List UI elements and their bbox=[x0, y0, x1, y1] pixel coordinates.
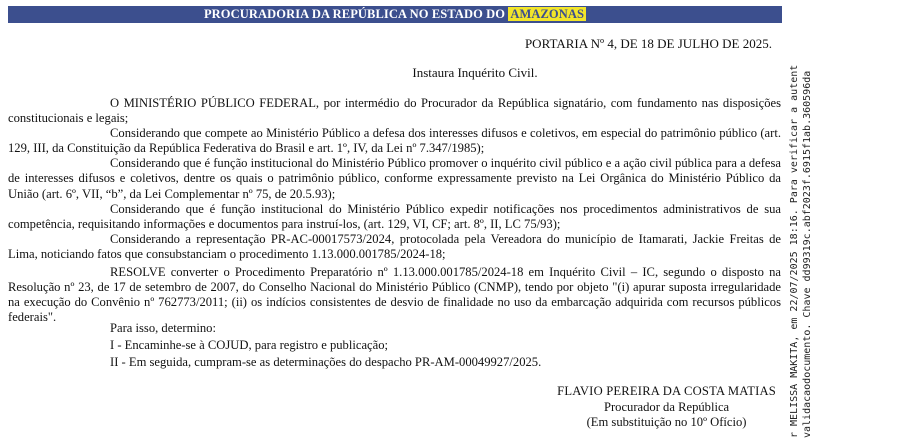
determinations-block bbox=[110, 320, 541, 371]
ementa: Instaura Inquérito Civil. bbox=[412, 65, 538, 80]
determination-item-2: II - Em seguida, cumpram-se as determinações do despacho PR-AM-00049927/2025. bbox=[110, 355, 542, 369]
document-body bbox=[8, 96, 781, 325]
paragraph-resolve: RESOLVE converter o Procedimento Preparatório nº 1.13.000.001785/2024-18 em Inquérito Civil – IC, segundo o disposto na Resolução nº 23, de 17 de setembro de 2007, do Conselho Nacional do Ministério Público (CNMP), tendo por objeto "(i) apurar suposta irregularidade na execução do Convênio nº 762773/2011; (ii) os indícios consistentes de desvio de finalidade no uso da embarcação adquirida com recursos públicos federais". bbox=[8, 265, 781, 325]
paragraph-considering-3: Considerando que é função institucional do Ministério Público expedir notificações nos procedimentos administrativos de sua competência, requisitando informações e documentos para instruí-los, (art. 129, VI, CF; art. 8º, II, LC 75/93); bbox=[8, 201, 781, 231]
authentication-stamp bbox=[788, 0, 900, 438]
authentication-stamp-line-2: validacaodocumento. Chave dd99319c.abf2023f.6915f1ab.360596da bbox=[802, 70, 813, 438]
signatory-name: FLAVIO PEREIRA DA COSTA MATIAS bbox=[557, 384, 776, 398]
determinations-intro: Para isso, determino: bbox=[110, 321, 216, 335]
signatory-note: (Em substituição no 10º Ofício) bbox=[586, 415, 747, 429]
portaria-title: PORTARIA Nº 4, DE 18 DE JULHO DE 2025. bbox=[524, 36, 772, 51]
paragraph-considering-2: Considerando que é função institucional do Ministério Público promover o inquérito civil público e a ação civil pública para a defesa de interesses difusos e coletivos, dentre os quais o patrimônio público, conforme expressamente previsto na Lei Orgânica do Ministério Público da União (art. 6º, VII, “b”, da Lei Complementar nº 75, de 20.5.93); bbox=[8, 156, 781, 201]
determination-item-1: I - Encaminhe-se à COJUD, para registro e publicação; bbox=[110, 338, 389, 352]
highlighted-state-name: AMAZONAS bbox=[510, 7, 585, 21]
paragraph-preamble: O MINISTÉRIO PÚBLICO FEDERAL, por intermédio do Procurador da República signatário, com fundamento nas disposições constitucionais e legais; bbox=[8, 96, 781, 126]
signature-block bbox=[557, 384, 776, 431]
authentication-stamp-line-1: r MELISSA MAKITA, em 22/07/2025 18:16. Para verificar a autent bbox=[789, 64, 800, 438]
institution-header bbox=[8, 6, 782, 23]
paragraph-considering-4: Considerando a representação PR-AC-00017573/2024, protocolada pela Vereadora do município de Itamarati, Jackie Freitas de Lima, noticiando fatos que consubstanciam o procedimento 1.13.000.001785/2024-18; bbox=[8, 231, 781, 261]
signatory-role: Procurador da República bbox=[603, 399, 730, 414]
paragraph-considering-1: Considerando que compete ao Ministério Público a defesa dos interesses difusos e coletivos, em especial do patrimônio público (art. 129, III, da Constituição da República Federativa do Brasil e art. 1º, IV, da Lei nº 7.347/1985); bbox=[8, 126, 781, 156]
institution-header-text: PROCURADORIA DA REPÚBLICA NO ESTADO DO bbox=[203, 7, 509, 21]
